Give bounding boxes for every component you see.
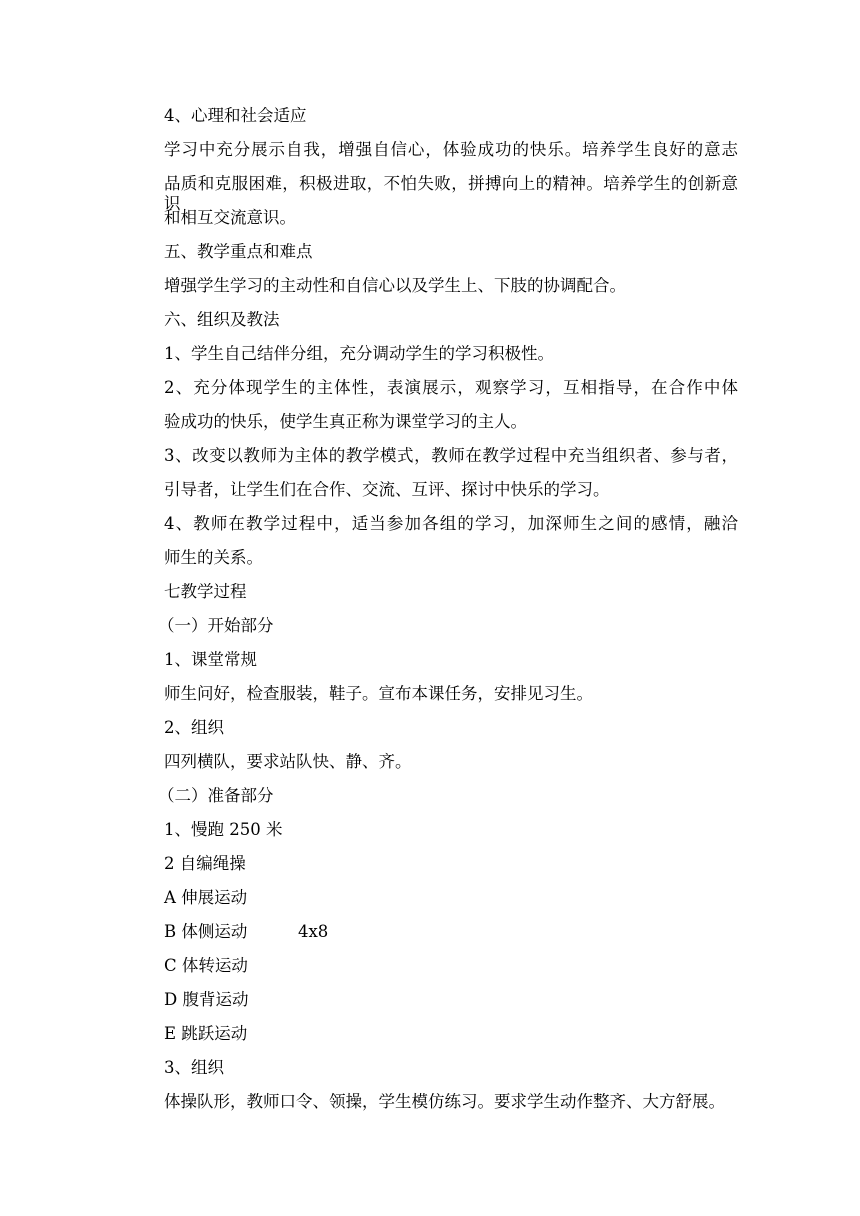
list-item: 2 自编绳操 (164, 854, 246, 873)
exercise-item: D 腹背运动 (164, 990, 249, 1009)
paragraph-line: 增强学生学习的主动性和自信心以及学生上、下肢的协调配合。 (164, 276, 626, 295)
paragraph-line: 和相互交流意识。 (164, 208, 296, 227)
paragraph-line: 引导者，让学生们在合作、交流、互评、探讨中快乐的学习。 (164, 480, 610, 499)
heading-organization-method: 六、组织及教法 (164, 310, 280, 329)
exercise-item: A 伸展运动 (164, 888, 248, 907)
heading-teaching-process: 七教学过程 (164, 582, 247, 601)
list-item: 1、慢跑 250 米 (164, 820, 283, 839)
paragraph-line: 验成功的快乐，使学生真正称为课堂学习的主人。 (164, 412, 527, 431)
heading-psychology-social: 4、心理和社会适应 (164, 106, 307, 125)
exercise-item: E 跳跃运动 (164, 1024, 248, 1043)
repetition-count: 4x8 (298, 922, 329, 941)
paragraph-line: 学习中充分展示自我，增强自信心，体验成功的快乐。培养学生良好的意志 (164, 140, 738, 159)
list-item: 2、组织 (164, 718, 224, 737)
list-item: 2、充分体现学生的主体性，表演展示，观察学习，互相指导，在合作中体 (164, 378, 738, 397)
exercise-item: B 体侧运动 (164, 922, 248, 941)
list-item: 1、课堂常规 (164, 650, 257, 669)
subheading-preparation: （二）准备部分 (158, 786, 274, 805)
paragraph-line: 四列横队，要求站队快、静、齐。 (164, 752, 412, 771)
list-item: 3、改变以教师为主体的教学模式，教师在教学过程中充当组织者、参与者， (164, 446, 738, 465)
paragraph-line: 师生问好，检查服装，鞋子。宣布本课任务，安排见习生。 (164, 684, 593, 703)
list-item: 4、教师在教学过程中，适当参加各组的学习，加深师生之间的感情，融洽 (164, 514, 738, 533)
paragraph-line: 师生的关系。 (164, 548, 263, 567)
heading-key-points: 五、教学重点和难点 (164, 242, 313, 261)
paragraph-line: 品质和克服困难，积极进取，不怕失败，拼搏向上的精神。培养学生的创新意识 (164, 174, 738, 213)
paragraph-line: 体操队形，教师口令、领操，学生模仿练习。要求学生动作整齐、大方舒展。 (164, 1092, 725, 1111)
list-item: 3、组织 (164, 1058, 224, 1077)
list-item: 1、学生自己结伴分组，充分调动学生的学习积极性。 (164, 344, 554, 363)
subheading-opening: （一）开始部分 (158, 616, 274, 635)
exercise-item: C 体转运动 (164, 956, 248, 975)
